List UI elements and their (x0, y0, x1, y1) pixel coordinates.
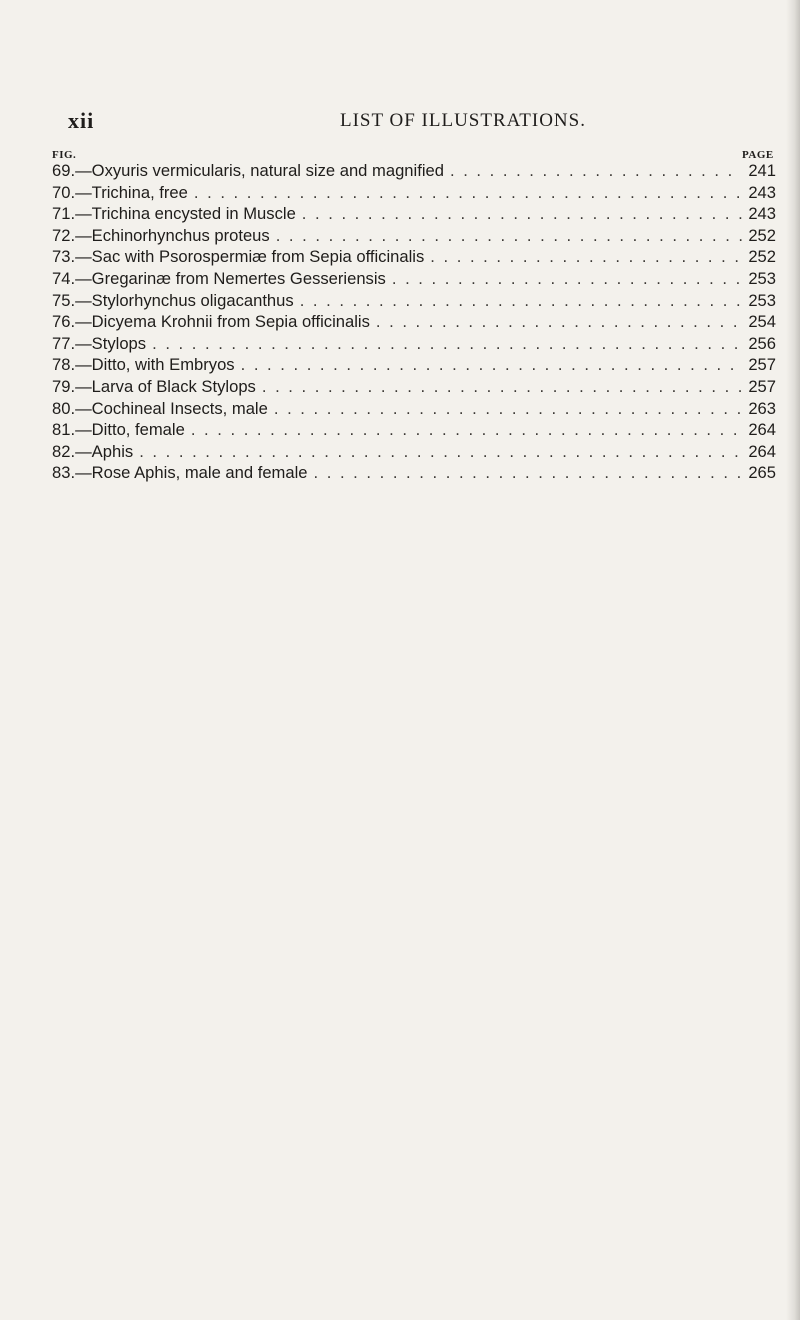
figure-title: —Dicyema Krohnii from Sepia officinalis (75, 312, 370, 332)
dot-leader (274, 398, 742, 420)
dot-leader (302, 203, 742, 225)
dot-leader (139, 441, 742, 463)
page-ref: 263 (748, 398, 776, 418)
page-ref: 257 (748, 376, 776, 396)
fig-column-label: FIG. (52, 149, 77, 161)
figure-title: —Oxyuris vermicularis, natural size and magnified (75, 161, 444, 180)
page-number: xii (68, 108, 95, 133)
figure-number: 72. (52, 225, 76, 245)
figure-title: —Stylorhynchus oligacanthus (75, 290, 294, 310)
figure-number: 73. (52, 247, 76, 267)
list-item (52, 376, 776, 398)
dot-leader (191, 419, 742, 441)
dot-leader (152, 333, 742, 355)
figure-number: 78. (52, 355, 76, 375)
figure-title: —Ditto, female (75, 420, 185, 440)
figure-number: 69. (52, 161, 76, 180)
list-item (52, 290, 776, 312)
page-ref: 241 (748, 161, 776, 180)
page-ref: 254 (748, 312, 776, 332)
list-item (52, 354, 776, 376)
page-ref: 264 (748, 420, 776, 440)
dot-leader (300, 290, 742, 312)
list-item (52, 333, 776, 355)
list-item (52, 203, 776, 225)
figure-title: —Cochineal Insects, male (75, 398, 268, 418)
figure-number: 83. (52, 463, 76, 483)
figure-number: 81. (52, 420, 76, 440)
page-ref: 243 (748, 182, 776, 202)
figure-number: 70. (52, 182, 76, 202)
dot-leader (392, 268, 742, 290)
figure-number: 74. (52, 268, 76, 288)
figure-title: —Rose Aphis, male and female (75, 463, 308, 483)
list-item (52, 246, 776, 268)
figure-number: 76. (52, 312, 76, 332)
figure-number: 71. (52, 204, 76, 224)
page-ref: 252 (748, 247, 776, 267)
list-item (52, 225, 776, 247)
list-item (52, 182, 776, 204)
figure-title: —Sac with Psorospermiæ from Sepia officinalis (75, 247, 425, 267)
list-item (52, 398, 776, 420)
running-head: LIST OF ILLUSTRATIONS. (340, 110, 586, 131)
figure-number: 82. (52, 441, 76, 461)
figure-title: —Ditto, with Embryos (75, 355, 235, 375)
figure-title: —Aphis (75, 441, 134, 461)
figure-number: 80. (52, 398, 76, 418)
page-ref: 253 (748, 268, 776, 288)
dot-leader (262, 376, 742, 398)
figure-title: —Stylops (75, 333, 147, 353)
list-item (52, 311, 776, 333)
list-item (52, 268, 776, 290)
page-ref: 264 (748, 441, 776, 461)
dot-leader (241, 354, 742, 376)
page-header (68, 100, 788, 136)
figure-number: 79. (52, 376, 76, 396)
dot-leader (450, 160, 742, 182)
dot-leader (376, 311, 742, 333)
page-ref: 243 (748, 204, 776, 224)
figure-title: —Echinorhynchus proteus (75, 225, 270, 245)
figure-title: —Gregarinæ from Nemertes Gesseriensis (75, 268, 386, 288)
page-ref: 253 (748, 290, 776, 310)
page-edge-shadow (786, 0, 800, 1320)
dot-leader (430, 246, 742, 268)
list-item (52, 462, 776, 484)
page-column-label: PAGE (742, 149, 774, 161)
list-item (52, 419, 776, 441)
dot-leader (314, 462, 742, 484)
dot-leader (276, 225, 742, 247)
figure-title: —Trichina, free (75, 182, 188, 202)
page-ref: 252 (748, 225, 776, 245)
page-ref: 265 (748, 463, 776, 483)
figure-title: —Trichina encysted in Muscle (75, 204, 296, 224)
figure-title: —Larva of Black Stylops (75, 376, 256, 396)
figure-number: 75. (52, 290, 76, 310)
illustrations-list (52, 160, 776, 484)
page-ref: 256 (748, 333, 776, 353)
list-item (52, 160, 776, 182)
page-ref: 257 (748, 355, 776, 375)
dot-leader (194, 182, 742, 204)
list-item (52, 441, 776, 463)
figure-number: 77. (52, 333, 76, 353)
